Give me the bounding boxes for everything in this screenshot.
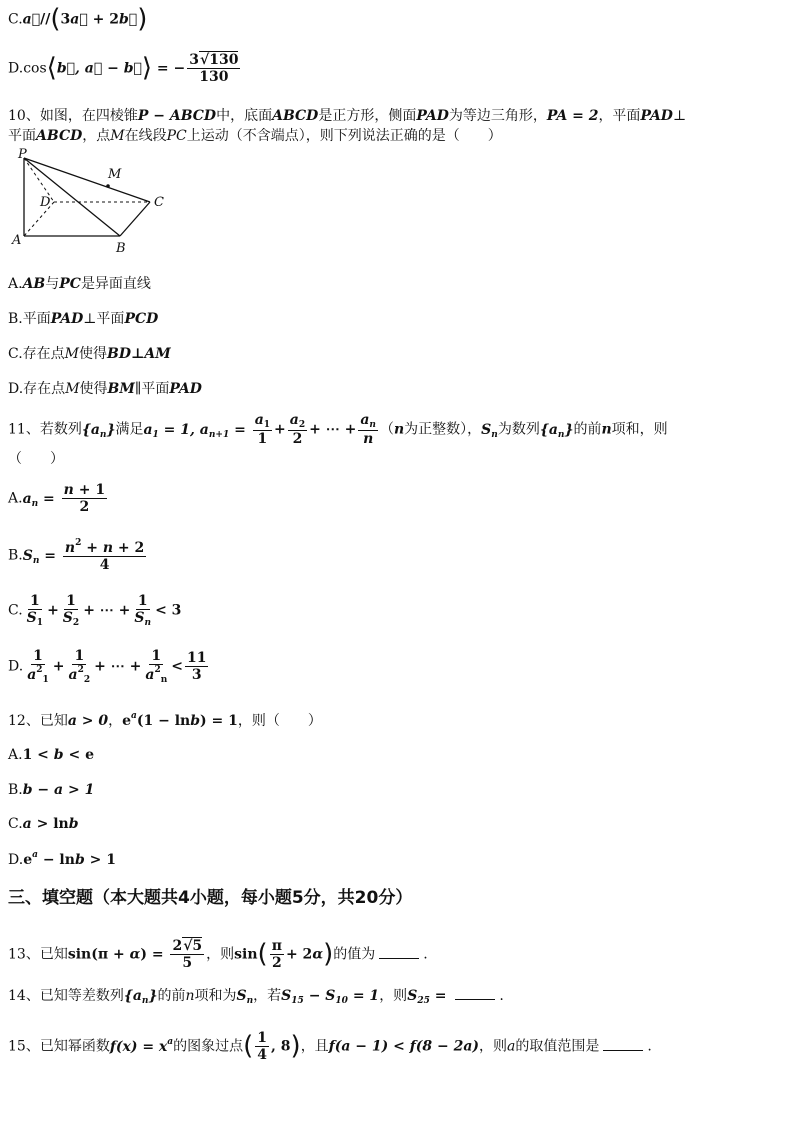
q11-paren: （ ） — [8, 451, 64, 467]
q9-option-c[interactable]: C.a⃗//(3a⃗ + 2b⃗) — [8, 4, 148, 34]
label-a: A — [12, 233, 22, 248]
edge-pb — [24, 158, 120, 236]
answer-blank[interactable] — [603, 1050, 643, 1051]
q12-option-c[interactable]: C.a > lnb — [8, 816, 79, 832]
point-m — [106, 184, 110, 188]
label-d: D — [40, 195, 51, 210]
edge-bc — [120, 202, 150, 236]
label-p: P — [18, 148, 27, 162]
q11-option-d[interactable]: D. $\frac{1}{a^2_1}$ + $\frac{1}{a^2_2}$ + ⋯ + $\frac{1}{a^2_n}$ < $\frac{11}{3}$ — [8, 648, 207, 686]
q13: 13、已知sin(π + α) = $\frac{2√5}{5}$ ，则sin( $\frac{\pi}{2}$ + 2α)的值为 . — [8, 938, 428, 972]
pyramid-figure — [8, 148, 178, 258]
q9-option-d[interactable]: D.cos⟨b⃗, a⃗ − b⃗⟩ = − $\frac{3√130}{130}$ — [8, 52, 239, 86]
q14: 14、已知等差数列$\{a_n\}$的前n项和为$S_n$，若$S_{15} - S_{10} = 1$，则$S_{25}$ = . — [8, 988, 504, 1006]
fraction: $\frac{3√130}{130}$ — [189, 52, 239, 86]
q11-option-a[interactable]: $A.a_n$ = $\frac{n + 1}{2}$ — [8, 482, 106, 516]
q10-option-b[interactable]: B.平面PAD⊥平面PCD — [8, 311, 159, 327]
q15: 15、已知幂函数$f(x) = x^a$的图象过点( $\frac{1}{4}$ , 8)，且f(a − 1) < f(8 − 2a)，则a的取值范围是 . — [8, 1030, 652, 1064]
q12-option-d[interactable]: $D.e^a - \ln b > 1$ — [8, 850, 116, 868]
q12-option-a[interactable]: A.1 < b < e — [8, 747, 94, 763]
label-c: C — [154, 195, 164, 210]
q10-option-a[interactable]: A.AB与PC是异面直线 — [8, 276, 151, 292]
label-b: B — [116, 241, 126, 256]
answer-blank[interactable] — [455, 999, 495, 1000]
q10-option-c[interactable]: C.存在点M使得BD⊥AM — [8, 346, 171, 362]
q12-stem: 12、已知a > 0，$e^a(1 - \ln b) = 1$，则（ ） — [8, 711, 322, 729]
q10-stem-line1: 10、如图，在四棱锥P − ABCD中，底面ABCD是正方形，侧面PAD为等边三角形，PA = 2，平面PAD⊥ — [8, 108, 687, 124]
answer-blank[interactable] — [379, 958, 419, 959]
q11-option-b[interactable]: $B.S_n$ = $\frac{n^2 + n + 2}{4}$ — [8, 538, 145, 574]
q10-option-d[interactable]: D.存在点M使得BM∥平面PAD — [8, 381, 202, 397]
q11-stem: 11、若数列$\{a_n\}$满足$a_1 = 1$, $a_{n+1}$ = $\frac{a_1}{1}$ + $\frac{a_2}{2}$ + ⋯ + $\frac{a_n}{n}$ （n为正整数），$S_n$为数列$\{a_n\}$的前n项和，则 — [8, 412, 668, 448]
section-title: 三、填空题（本大题共4小题，每小题5分，共20分） — [8, 888, 413, 908]
q11-option-c[interactable]: C. $\frac{1}{S_1}$ + $\frac{1}{S_2}$ + ⋯ + $\frac{1}{S_n}$ < 3 — [8, 593, 182, 629]
label-m: M — [108, 167, 122, 182]
q12-option-b[interactable]: B.b − a > 1 — [8, 782, 95, 798]
q10-stem-line2: 平面ABCD，点M在线段PC上运动（不含端点），则下列说法正确的是（ ） — [8, 128, 502, 144]
